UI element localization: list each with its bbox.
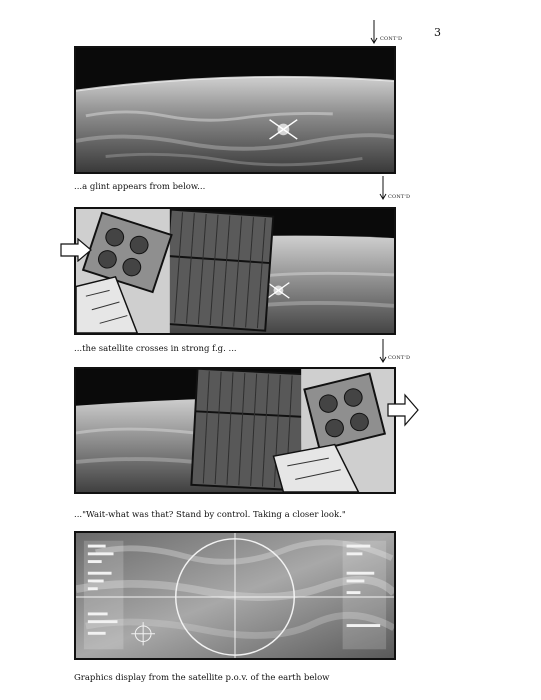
panel-caption-4: Graphics display from the satellite p.o.v. of the earth below: [74, 673, 330, 683]
storyboard-panel-4: [74, 531, 396, 660]
panel-caption-1: ...a glint appears from below...: [74, 182, 206, 192]
arrow-down-icon: [379, 176, 387, 200]
contd-label: CONT'D: [388, 355, 411, 361]
arrow-down-icon: [370, 20, 378, 44]
arrow-right-icon: [60, 238, 92, 262]
panel-caption-3: ..."Wait-what was that? Stand by control. Taking a closer look.": [74, 510, 346, 520]
contd-label: CONT'D: [388, 194, 411, 200]
storyboard-panel-1: [74, 46, 396, 174]
contd-label: CONT'D: [380, 36, 403, 42]
panel-caption-2: ...the satellite crosses in strong f.g. ...: [74, 344, 237, 354]
arrow-right-icon: [387, 393, 419, 427]
arrow-down-icon: [379, 339, 387, 363]
storyboard-panel-3: [74, 367, 396, 494]
page-number: 3: [434, 26, 441, 39]
storyboard-panel-2: [74, 207, 396, 335]
